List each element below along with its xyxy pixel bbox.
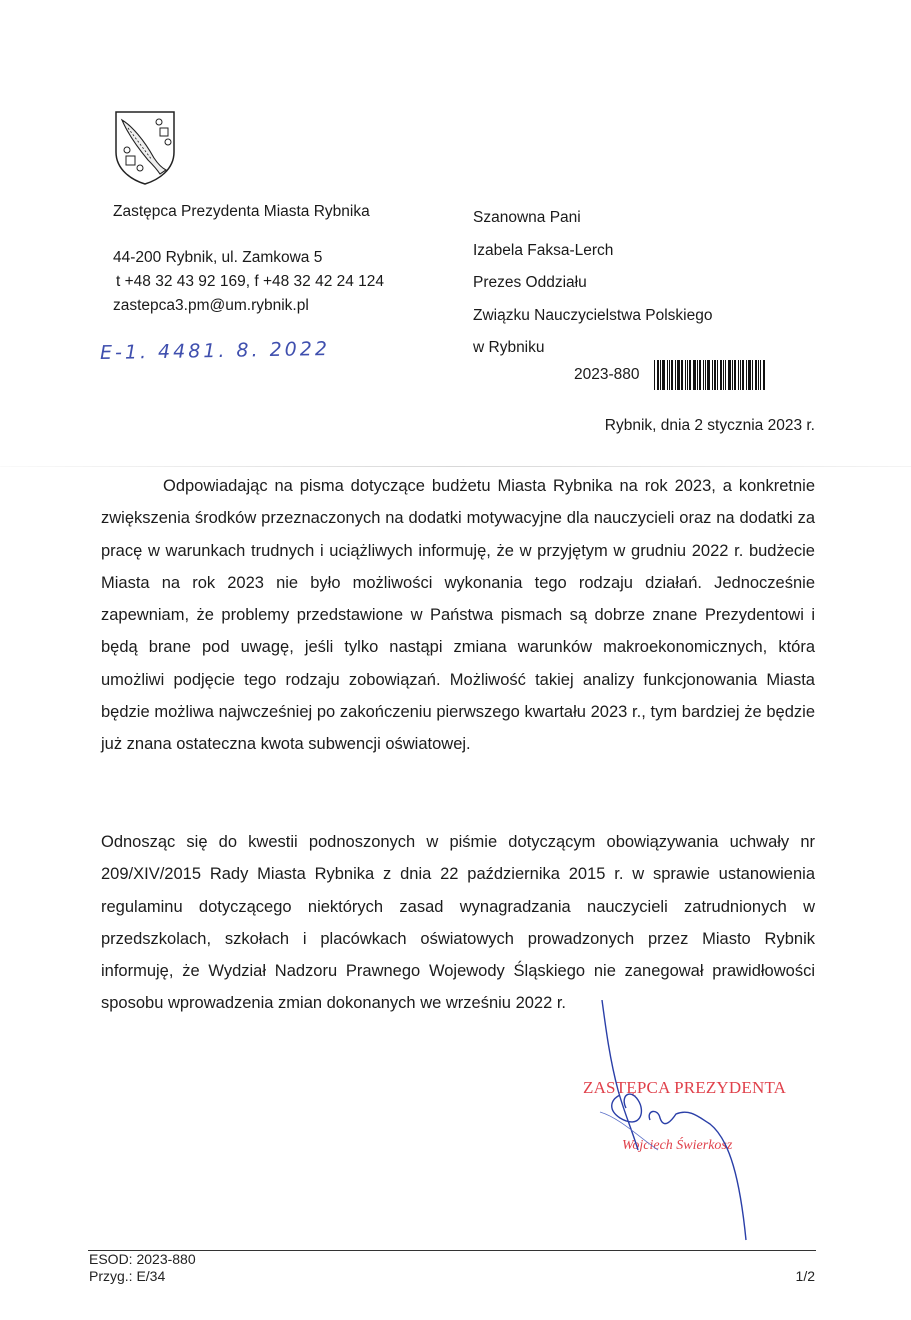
signature-stamp-title: ZASTĘPCA PREZYDENTA: [583, 1078, 787, 1097]
footer-divider: [88, 1250, 816, 1251]
sender-block: [113, 200, 384, 318]
footer-prepared-by: Przyg.: E/34: [89, 1268, 166, 1284]
coat-of-arms-icon: [110, 108, 180, 186]
handwritten-signature-icon: [580, 1000, 800, 1250]
recipient-location: w Rybniku: [473, 339, 545, 356]
reference-number: 2023-880: [574, 366, 640, 383]
letter-date: Rybnik, dnia 2 stycznia 2023 r.: [604, 417, 815, 434]
recipient-block: [473, 202, 712, 365]
body-paragraph-1: Odpowiadając na pisma dotyczące budżetu Miasta Rybnika na rok 2023, a konkretnie zwiększenia środków przeznaczonych na dodatki motywacyjne dla nauczycieli oraz na dodatki za pracę w warunkach trudnych i uciążliwych informuję, że w przyjętym w grudniu 2022 r. budżecie Miasta na rok 2023 nie było możliwości wykonania tego rodzaju działań. Jednocześnie zapewniam, że problemy przedstawione w Państwa pismach są dobrze znane Prezydentowi i będą brane pod uwagę, jeśli tylko nastąpi zmiana warunków makroekonomicznych, która umożliwi podjęcie tego rodzaju zobowiązań. Możliwość takiej analizy funkcjonowania Miasta będzie możliwa najwcześniej po zakończeniu pierwszego kwartału 2023 r., tym bardziej że będzie już znana ostateczna kwota subwencji oświatowej.: [101, 477, 815, 754]
recipient-position: Prezes Oddziału: [473, 274, 587, 291]
reference-row: [574, 360, 766, 390]
footer-block: [89, 1251, 196, 1285]
footer-esod: ESOD: 2023-880: [89, 1251, 196, 1267]
barcode-icon: [654, 360, 766, 390]
sender-title: Zastępca Prezydenta Miasta Rybnika: [113, 203, 370, 220]
sender-address: 44-200 Rybnik, ul. Zamkowa 5: [113, 249, 323, 266]
body-paragraph-2: Odnosząc się do kwestii podnoszonych w piśmie dotyczącym obowiązywania uchwały nr 209/XIV/2015 Rady Miasta Rybnika z dnia 22 października 2015 r. w sprawie ustanowienia regulaminu dotyczącego niektórych zasad wynagradzania nauczycieli zatrudnionych w przedszkolach, szkołach i placówkach oświatowych prowadzonych przez Miasto Rybnik informuję, że Wydział Nadzoru Prawnego Wojewody Śląskiego nie zanegował prawidłowości sposobu wprowadzenia zmian dokonanych we wrześniu 2022 r.: [101, 833, 815, 1013]
recipient-organization: Związku Nauczycielstwa Polskiego: [473, 306, 713, 324]
scan-fold-line: [0, 466, 911, 467]
recipient-salutation: Szanowna Pani: [473, 209, 581, 226]
handwritten-case-number: E-1. 4481. 8. 2022: [99, 337, 331, 365]
sender-email: zastepca3.pm@um.rybnik.pl: [113, 297, 309, 314]
sender-phone-fax: t +48 32 43 92 169, f +48 32 42 24 124: [116, 273, 385, 290]
page-number: 1/2: [795, 1268, 815, 1284]
signature-stamp-name: Wojciech Świerkosz: [622, 1138, 733, 1153]
recipient-name: Izabela Faksa-Lerch: [473, 241, 614, 259]
